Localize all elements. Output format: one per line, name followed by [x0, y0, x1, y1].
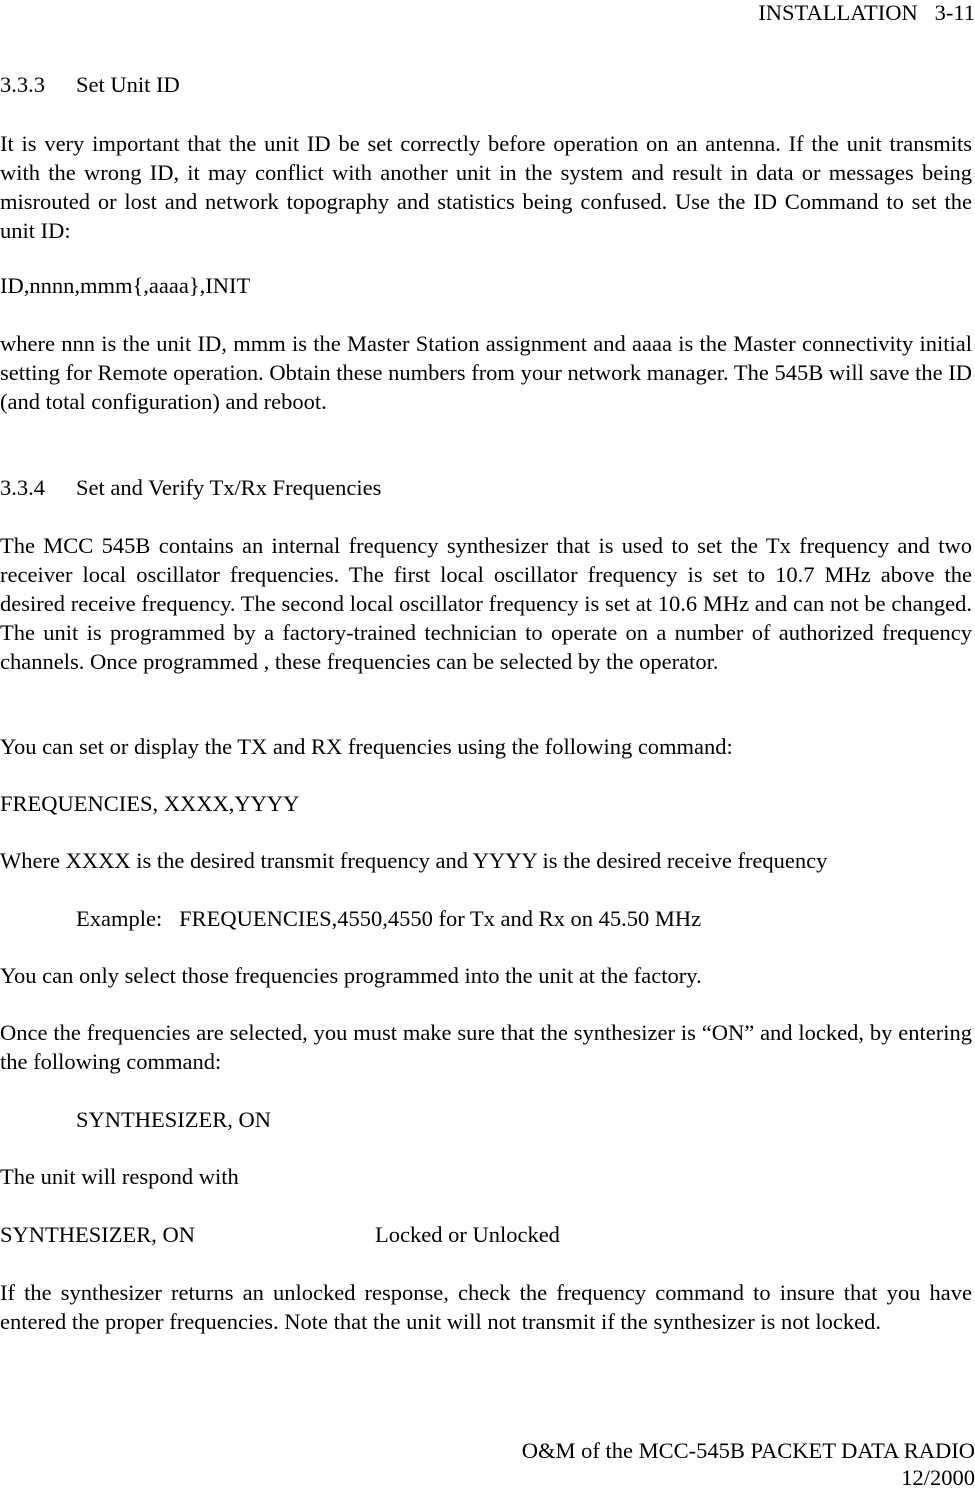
paragraph-factory-frequencies: You can only select those frequencies programmed into the unit at the factory.: [0, 963, 702, 988]
paragraph-unit-id-intro: It is very important that the unit ID be set correctly before operation on an antenna. If the unit transmits with the wrong ID, it may conflict with another unit in the system and result in data or messages being misrouted or lost and network topography and statistics being confused. Use the ID Command to set the unit ID:: [0, 131, 972, 243]
footer-date: 12/2000: [901, 1465, 975, 1490]
section-title: Set Unit ID: [76, 72, 180, 97]
paragraph-synthesizer-intro: The MCC 545B contains an internal frequency synthesizer that is used to set the Tx frequency and two receiver local oscillator frequencies. The first local oscillator frequency is set to 10.7 MHz above the desired receive frequency. The second local oscillator frequency is set at 10.6 MHz and can not be changed. The unit is programmed by a factory-trained technician to operate on a number of authorized frequency channels. Once programmed , these frequencies can be selected by the operator.: [0, 533, 972, 674]
paragraph-unit-id-params: where nnn is the unit ID, mmm is the Master Station assignment and aaaa is the Master connectivity initial setting for Remote operation. Obtain these numbers from your network manager. The 545B will save the ID (and total configuration) and reboot.: [0, 331, 972, 414]
section-heading-3-3-4: [0, 473, 382, 502]
section-heading-3-3-3: [0, 70, 180, 99]
paragraph-unlocked-response: If the synthesizer returns an unlocked response, check the frequency command to insure that you have entered the proper frequencies. Note that the unit will not transmit if the synthesizer is not locked.: [0, 1280, 972, 1334]
section-number: 3.3.3: [0, 72, 45, 97]
command-synthesizer-on: SYNTHESIZER, ON: [76, 1107, 271, 1132]
frequency-example: Example: FREQUENCIES,4550,4550 for Tx and Rx on 45.50 MHz: [76, 906, 702, 931]
paragraph-unit-response: The unit will respond with: [0, 1164, 239, 1189]
response-command: SYNTHESIZER, ON: [0, 1222, 195, 1247]
command-frequencies: FREQUENCIES, XXXX,YYYY: [0, 791, 300, 816]
synthesizer-response: [0, 1220, 560, 1249]
footer-manual-title: O&M of the MCC-545B PACKET DATA RADIO: [521, 1438, 975, 1463]
section-title: Set and Verify Tx/Rx Frequencies: [76, 475, 382, 500]
response-status: Locked or Unlocked: [375, 1222, 560, 1247]
paragraph-frequency-params: Where XXXX is the desired transmit frequency and YYYY is the desired receive frequency: [0, 848, 828, 873]
paragraph-set-display-frequencies: You can set or display the TX and RX frequencies using the following command:: [0, 734, 733, 759]
command-id: ID,nnnn,mmm{,aaaa},INIT: [0, 273, 251, 298]
running-head: INSTALLATION 3-11: [758, 0, 975, 25]
section-number: 3.3.4: [0, 475, 45, 500]
paragraph-synthesizer-check: Once the frequencies are selected, you must make sure that the synthesizer is “ON” and locked, by entering the following command:: [0, 1020, 972, 1074]
